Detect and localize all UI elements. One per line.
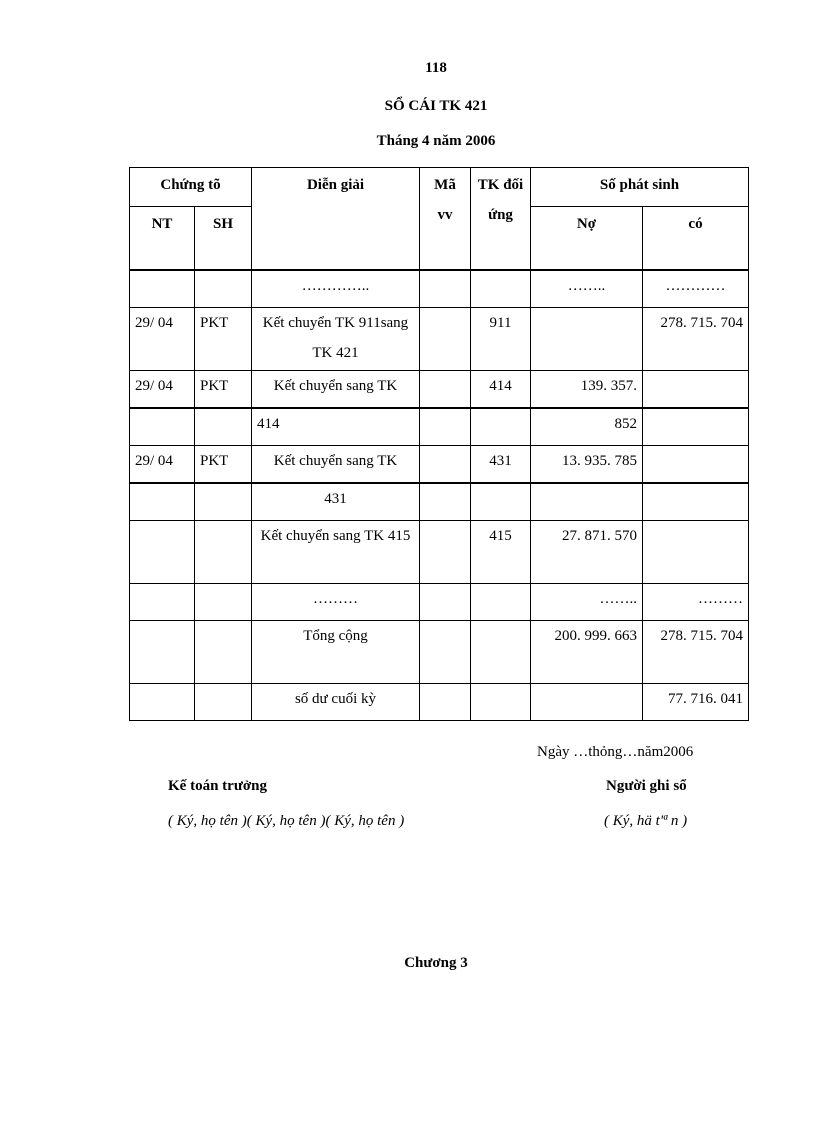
code-cell <box>420 483 471 521</box>
table-row <box>130 408 749 446</box>
debit-cell <box>531 684 643 721</box>
nt-cell: 29/ 04 <box>130 308 195 371</box>
chief-accountant-signature-note: ( Ký, họ tên )( Ký, họ tên )( Ký, họ tên ) <box>168 813 405 829</box>
sh-cell <box>195 621 252 684</box>
debit-header: Nợ <box>531 207 643 271</box>
credit-cell: 278. 715. 704 <box>643 621 749 684</box>
description-cell: ………….. <box>252 270 420 308</box>
chief-accountant-label: Kế toán trưởng <box>168 778 267 794</box>
voucher-header: Chứng tõ <box>130 168 252 207</box>
table-row <box>130 308 749 371</box>
table-row <box>130 621 749 684</box>
debit-cell: 13. 935. 785 <box>531 446 643 484</box>
credit-cell: ………… <box>643 270 749 308</box>
table-row <box>130 684 749 721</box>
code-header: Mã vv <box>420 168 471 271</box>
signature-date: Ngày …thỏng…năm2006 <box>537 744 694 760</box>
description-cell: Tổng cộng <box>252 621 420 684</box>
credit-cell: 77. 716. 041 <box>643 684 749 721</box>
debit-cell: 139. 357. <box>531 371 643 409</box>
debit-cell: 852 <box>531 408 643 446</box>
contra-account-cell: 911 <box>471 308 531 371</box>
ledger-period: Tháng 4 năm 2006 <box>376 133 496 149</box>
debit-cell: …….. <box>531 270 643 308</box>
credit-cell <box>643 371 749 409</box>
nt-cell <box>130 584 195 621</box>
nt-cell: 29/ 04 <box>130 446 195 484</box>
header-row-1 <box>130 168 749 207</box>
credit-cell <box>643 521 749 584</box>
nt-header: NT <box>130 207 195 271</box>
contra-account-cell: 431 <box>471 446 531 484</box>
sh-cell <box>195 270 252 308</box>
nt-cell: 29/ 04 <box>130 371 195 409</box>
recorder-signature-note: ( Ký, hä t'ª n ) <box>604 813 688 829</box>
credit-cell <box>643 408 749 446</box>
contra-account-cell <box>471 684 531 721</box>
credit-cell: 278. 715. 704 <box>643 308 749 371</box>
debit-cell: 200. 999. 663 <box>531 621 643 684</box>
description-cell: 431 <box>252 483 420 521</box>
description-cell: Kết chuyển sang TK <box>252 446 420 484</box>
sh-cell <box>195 521 252 584</box>
nt-cell <box>130 408 195 446</box>
credit-cell <box>643 446 749 484</box>
table-row <box>130 483 749 521</box>
description-cell: số dư cuối kỳ <box>252 684 420 721</box>
description-cell: Kết chuyển sang TK 415 <box>252 521 420 584</box>
table-row <box>130 371 749 409</box>
page-number: 118 <box>425 60 447 76</box>
contra-account-cell <box>471 584 531 621</box>
general-ledger-table <box>129 167 749 721</box>
code-cell <box>420 446 471 484</box>
sh-cell: PKT <box>195 371 252 409</box>
sh-cell <box>195 408 252 446</box>
sh-cell <box>195 483 252 521</box>
description-cell: 414 <box>252 408 420 446</box>
credit-cell <box>643 483 749 521</box>
contra-account-cell: 415 <box>471 521 531 584</box>
nt-cell <box>130 684 195 721</box>
contra-account-header: TK đối ứng <box>471 168 531 271</box>
credit-cell: ……… <box>643 584 749 621</box>
contra-account-cell <box>471 621 531 684</box>
sh-cell: PKT <box>195 308 252 371</box>
code-cell <box>420 584 471 621</box>
contra-account-cell <box>471 408 531 446</box>
ledger-title: SỔ CÁI TK 421 <box>384 98 488 114</box>
recorder-label: Người ghi sổ <box>606 778 687 794</box>
table-row <box>130 521 749 584</box>
amounts-header: Số phát sinh <box>531 168 749 207</box>
description-cell: Kết chuyển TK 911sang TK 421 <box>252 308 420 371</box>
debit-cell <box>531 308 643 371</box>
credit-header: có <box>643 207 749 271</box>
description-cell: ……… <box>252 584 420 621</box>
table-row <box>130 270 749 308</box>
table-row <box>130 446 749 484</box>
contra-account-cell: 414 <box>471 371 531 409</box>
nt-cell <box>130 621 195 684</box>
code-cell <box>420 408 471 446</box>
code-cell <box>420 308 471 371</box>
sh-header: SH <box>195 207 252 271</box>
nt-cell <box>130 521 195 584</box>
contra-account-cell <box>471 483 531 521</box>
sh-cell <box>195 584 252 621</box>
code-cell <box>420 521 471 584</box>
sh-cell: PKT <box>195 446 252 484</box>
description-cell: Kết chuyển sang TK <box>252 371 420 409</box>
code-cell <box>420 684 471 721</box>
chapter-heading: Chương 3 <box>404 955 468 971</box>
contra-account-cell <box>471 270 531 308</box>
debit-cell: …….. <box>531 584 643 621</box>
description-header: Diễn giải <box>252 168 420 271</box>
code-cell <box>420 621 471 684</box>
nt-cell <box>130 483 195 521</box>
code-cell <box>420 371 471 409</box>
table-row <box>130 584 749 621</box>
nt-cell <box>130 270 195 308</box>
code-cell <box>420 270 471 308</box>
sh-cell <box>195 684 252 721</box>
debit-cell <box>531 483 643 521</box>
debit-cell: 27. 871. 570 <box>531 521 643 584</box>
